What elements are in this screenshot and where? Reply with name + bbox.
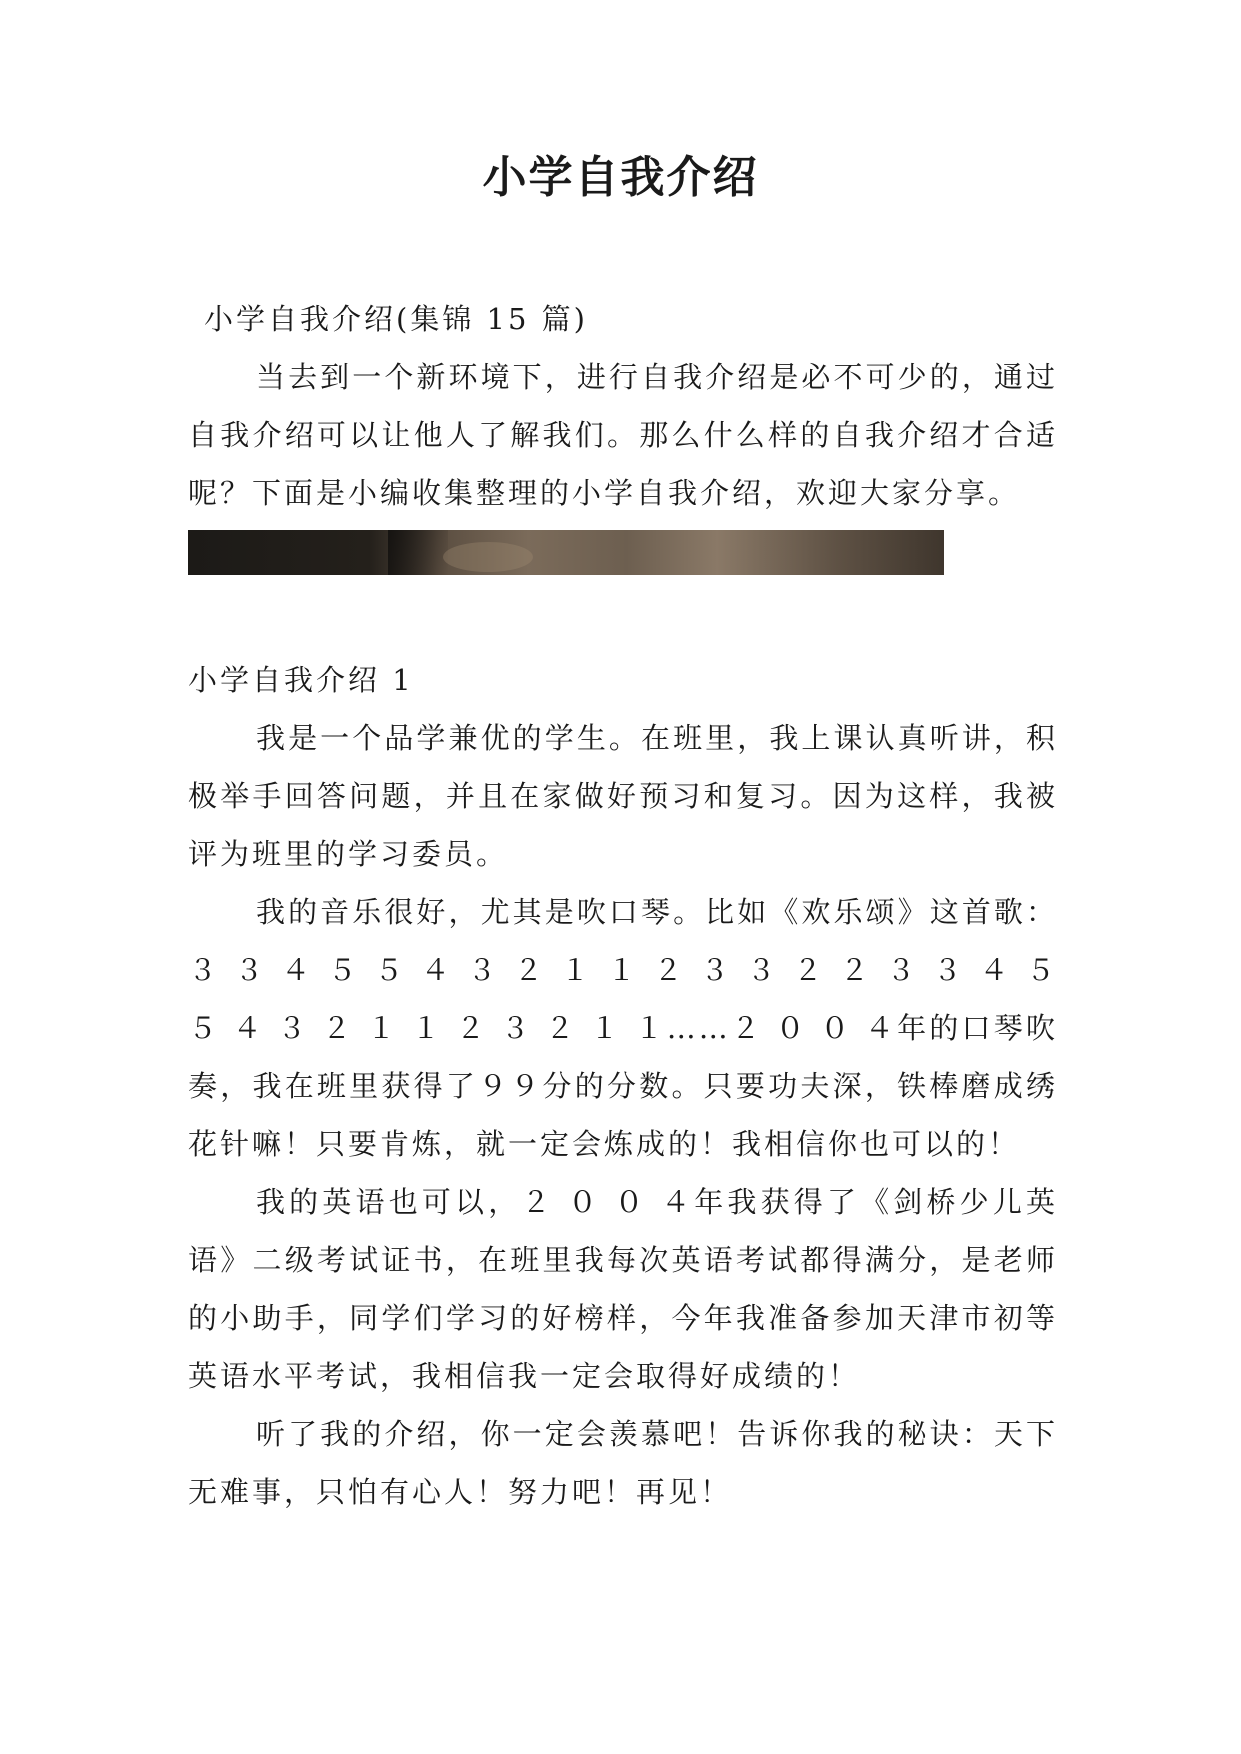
section-heading: 小学自我介绍 1: [188, 663, 414, 697]
document-subtitle: 小学自我介绍(集锦 15 篇): [204, 302, 588, 336]
document-body: [188, 290, 1058, 1521]
banner-image: [188, 530, 944, 575]
body-paragraph-3: 我的英语也可以，２ ０ ０ ４年我获得了《剑桥少儿英语》二级考试证书，在班里我每次英语考试都得满分，是老师的小助手，同学们学习的好榜样，今年我准备参加天津市初等英语水平考试，我相信我一定会取得好成绩的！: [188, 1185, 1058, 1393]
body-paragraph-2: 我的音乐很好，尤其是吹口琴。比如《欢乐颂》这首歌：３ ３ ４ ５ ５ ４ ３ ２ １ １ ２ ３ ３ ２ ２ ３ ３ ４ ５ ５ ４ ３ ２ １ １ ２ ３ ２ １ １……２ ０ ０ ４年的口琴吹奏，我在班里获得了９９分的分数。只要功夫深，铁棒磨成绣花针嘛！只要肯炼，就一定会炼成的！我相信你也可以的！: [188, 895, 1058, 1161]
document-title: 小学自我介绍: [482, 152, 759, 203]
body-paragraph-1: 我是一个品学兼优的学生。在班里，我上课认真听讲，积极举手回答问题，并且在家做好预习和复习。因为这样，我被评为班里的学习委员。: [188, 721, 1058, 871]
body-paragraph-4: 听了我的介绍，你一定会羡慕吧！告诉你我的秘诀：天下无难事，只怕有心人！努力吧！再见！: [188, 1417, 1058, 1509]
intro-paragraph: 当去到一个新环境下，进行自我介绍是必不可少的，通过自我介绍可以让他人了解我们。那么什么样的自我介绍才合适呢？下面是小编收集整理的小学自我介绍，欢迎大家分享。: [188, 360, 1058, 510]
